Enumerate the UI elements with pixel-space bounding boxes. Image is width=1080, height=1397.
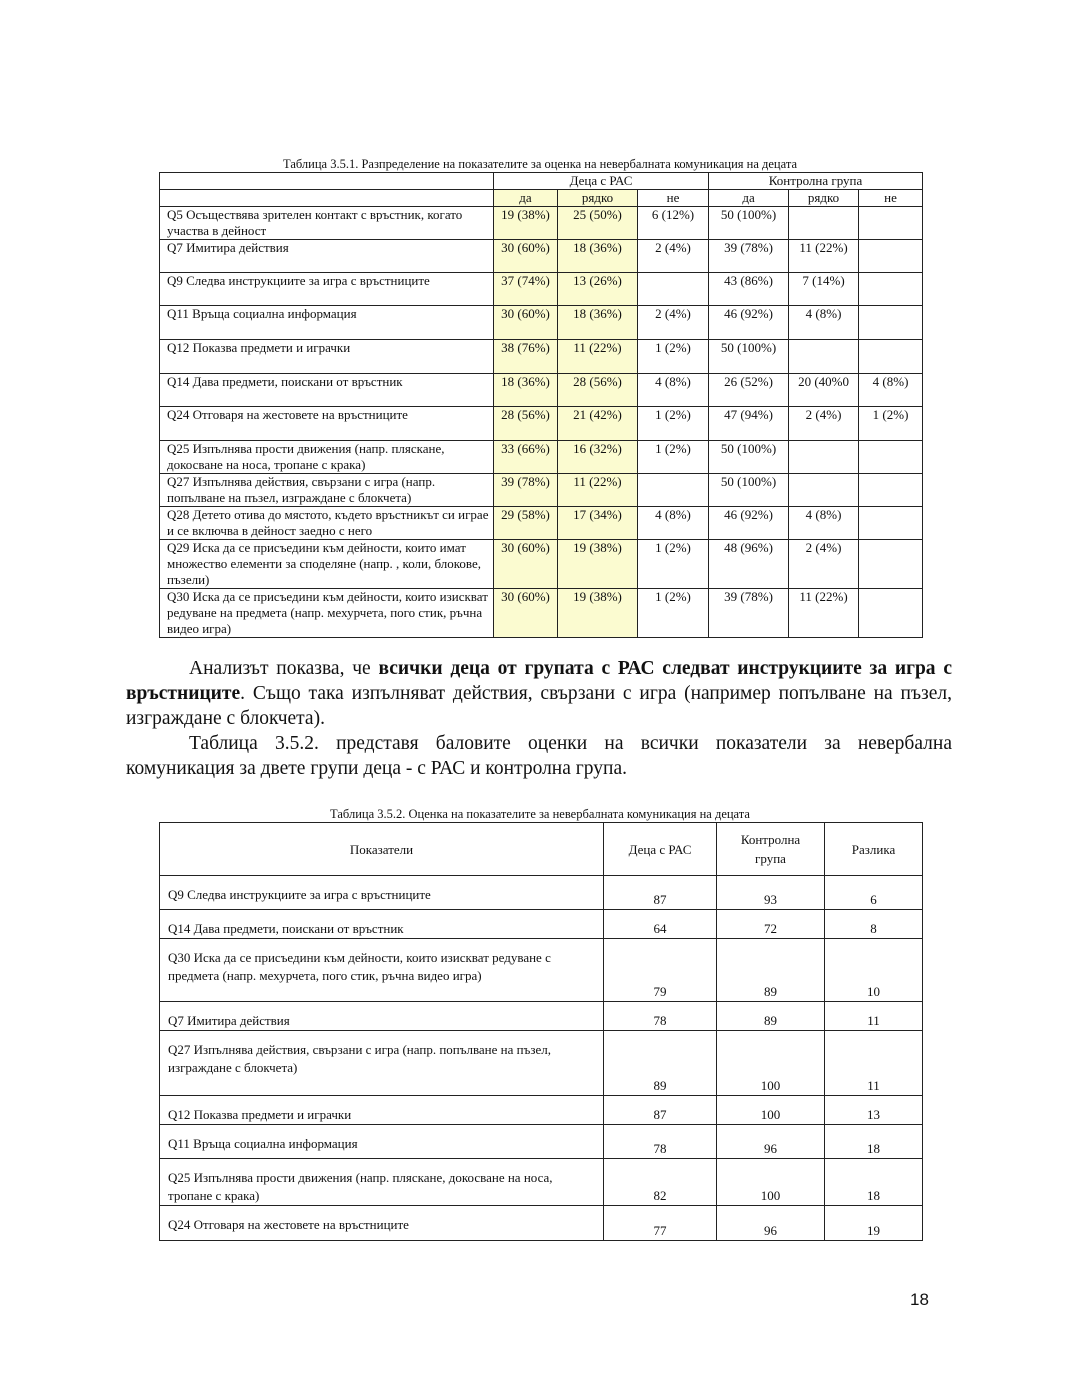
table-row bbox=[160, 1125, 923, 1159]
row-label: Q29 Иска да се присъедини към дейности, които имат множество елементи за споделяне (напр. , коли, блокове, пъзели) bbox=[160, 540, 494, 589]
cell-pac: 79 bbox=[604, 939, 717, 1002]
cell-ctrl-rarely bbox=[789, 441, 859, 474]
analysis-rest: . Също така изпълняват действия, свързани с игра (например попълване на пъзел, изграждане с блокчета). bbox=[126, 683, 952, 729]
cell-difference: 13 bbox=[825, 1096, 923, 1125]
cell-pac-rarely: 19 (38%) bbox=[558, 589, 638, 638]
cell-ctrl-no bbox=[859, 273, 923, 306]
row-label: Q12 Показва предмети и играчки bbox=[160, 1096, 604, 1125]
cell-difference: 18 bbox=[825, 1125, 923, 1159]
cell-pac: 87 bbox=[604, 876, 717, 910]
cell-control: 100 bbox=[717, 1096, 825, 1125]
cell-ctrl-no: 4 (8%) bbox=[859, 374, 923, 407]
cell-pac-rarely: 17 (34%) bbox=[558, 507, 638, 540]
table-row bbox=[160, 589, 923, 638]
subheader-pac-yes: да bbox=[494, 190, 558, 207]
row-label: Q30 Иска да се присъедини към дейности, които изискват редуване на предмета (напр. мехурчета, пого стик, ръчна видео игра) bbox=[160, 589, 494, 638]
cell-pac-yes: 28 (56%) bbox=[494, 407, 558, 441]
table-row bbox=[160, 1002, 923, 1031]
row-label: Q27 Изпълнява действия, свързани с игра (напр. попълване на пъзел, изграждане с блокчета) bbox=[160, 474, 494, 507]
subheader-ctrl-no: не bbox=[859, 190, 923, 207]
cell-control: 89 bbox=[717, 939, 825, 1002]
cell-pac-rarely: 28 (56%) bbox=[558, 374, 638, 407]
analysis-bold: всички деца от групата с РАС следват инструкциите за игра с връстниците bbox=[126, 658, 952, 704]
cell-ctrl-rarely: 4 (8%) bbox=[789, 507, 859, 540]
row-label: Q11 Връща социална информация bbox=[160, 306, 494, 340]
cell-pac-no bbox=[638, 474, 709, 507]
table-row bbox=[160, 441, 923, 474]
row-label: Q30 Иска да се присъедини към дейности, които изискват редуване с предмета (напр. мехурчета, пого стик, ръчна видео игра) bbox=[160, 939, 604, 1002]
cell-ctrl-yes: 46 (92%) bbox=[709, 306, 789, 340]
table-intro-paragraph: Таблица 3.5.2. представя баловите оценки на всички показатели за невербална комуникация за двете групи деца - с РАС и контролна група. bbox=[126, 733, 952, 779]
cell-pac: 64 bbox=[604, 910, 717, 939]
cell-control: 100 bbox=[717, 1159, 825, 1206]
row-label: Q28 Детето отива до мястото, където връстникът си играе и се включва в дейност заедно с него bbox=[160, 507, 494, 540]
cell-pac-no: 2 (4%) bbox=[638, 240, 709, 273]
group-pac-header: Деца с РАС bbox=[494, 173, 709, 190]
cell-pac-yes: 18 (36%) bbox=[494, 374, 558, 407]
cell-ctrl-no bbox=[859, 306, 923, 340]
table-row bbox=[160, 540, 923, 589]
row-label: Q11 Връща социална информация bbox=[160, 1125, 604, 1159]
cell-ctrl-rarely bbox=[789, 340, 859, 374]
cell-ctrl-yes: 43 (86%) bbox=[709, 273, 789, 306]
cell-ctrl-rarely: 2 (4%) bbox=[789, 407, 859, 441]
cell-ctrl-yes: 50 (100%) bbox=[709, 474, 789, 507]
header-difference: Разлика bbox=[825, 823, 923, 876]
cell-pac-yes: 30 (60%) bbox=[494, 306, 558, 340]
cell-ctrl-rarely: 11 (22%) bbox=[789, 589, 859, 638]
table-row bbox=[160, 240, 923, 273]
nonverbal-distribution-table bbox=[159, 172, 923, 638]
row-label: Q25 Изпълнява прости движения (напр. пляскане, докосване на носа, тропане с крака) bbox=[160, 1159, 604, 1206]
cell-ctrl-rarely: 20 (40%0 bbox=[789, 374, 859, 407]
row-label: Q27 Изпълнява действия, свързани с игра (напр. попълване на пъзел, изграждане с блокчета) bbox=[160, 1031, 604, 1096]
table-row bbox=[160, 340, 923, 374]
cell-pac-rarely: 18 (36%) bbox=[558, 306, 638, 340]
subheader-pac-rarely: рядко bbox=[558, 190, 638, 207]
cell-pac: 77 bbox=[604, 1206, 717, 1241]
row-label: Q24 Отговаря на жестовете на връстниците bbox=[160, 1206, 604, 1241]
cell-pac-rarely: 11 (22%) bbox=[558, 474, 638, 507]
subheader-blank bbox=[160, 190, 494, 207]
subheader-pac-no: не bbox=[638, 190, 709, 207]
cell-pac-no: 2 (4%) bbox=[638, 306, 709, 340]
cell-pac-yes: 19 (38%) bbox=[494, 207, 558, 240]
cell-pac-rarely: 18 (36%) bbox=[558, 240, 638, 273]
cell-pac-rarely: 11 (22%) bbox=[558, 340, 638, 374]
cell-pac-yes: 30 (60%) bbox=[494, 240, 558, 273]
cell-ctrl-no bbox=[859, 589, 923, 638]
table-row bbox=[160, 876, 923, 910]
cell-ctrl-no bbox=[859, 540, 923, 589]
cell-pac-rarely: 21 (42%) bbox=[558, 407, 638, 441]
table-row bbox=[160, 207, 923, 240]
cell-ctrl-no bbox=[859, 340, 923, 374]
cell-pac-no: 1 (2%) bbox=[638, 540, 709, 589]
cell-pac-yes: 39 (78%) bbox=[494, 474, 558, 507]
cell-pac-yes: 37 (74%) bbox=[494, 273, 558, 306]
cell-pac-yes: 38 (76%) bbox=[494, 340, 558, 374]
table-row bbox=[160, 507, 923, 540]
cell-ctrl-rarely: 4 (8%) bbox=[789, 306, 859, 340]
table-row bbox=[160, 306, 923, 340]
cell-pac-no: 4 (8%) bbox=[638, 374, 709, 407]
row-label: Q14 Дава предмети, поискани от връстник bbox=[160, 374, 494, 407]
cell-pac-yes: 30 (60%) bbox=[494, 589, 558, 638]
group-ctrl-header: Контролна група bbox=[709, 173, 923, 190]
table2-caption: Таблица 3.5.2. Оценка на показателите за невербалната комуникация на децата bbox=[330, 807, 750, 821]
cell-pac-rarely: 25 (50%) bbox=[558, 207, 638, 240]
cell-pac: 78 bbox=[604, 1125, 717, 1159]
row-label: Q9 Следва инструкциите за игра с връстниците bbox=[160, 273, 494, 306]
cell-pac-no: 6 (12%) bbox=[638, 207, 709, 240]
cell-ctrl-rarely: 2 (4%) bbox=[789, 540, 859, 589]
table-row bbox=[160, 407, 923, 441]
cell-difference: 11 bbox=[825, 1002, 923, 1031]
subheader-ctrl-yes: да bbox=[709, 190, 789, 207]
table-row bbox=[160, 1096, 923, 1125]
table-row bbox=[160, 273, 923, 306]
cell-difference: 8 bbox=[825, 910, 923, 939]
cell-pac-yes: 33 (66%) bbox=[494, 441, 558, 474]
cell-pac: 89 bbox=[604, 1031, 717, 1096]
cell-ctrl-yes: 50 (100%) bbox=[709, 207, 789, 240]
cell-ctrl-yes: 47 (94%) bbox=[709, 407, 789, 441]
cell-ctrl-yes: 26 (52%) bbox=[709, 374, 789, 407]
cell-control: 72 bbox=[717, 910, 825, 939]
cell-difference: 10 bbox=[825, 939, 923, 1002]
row-label: Q12 Показва предмети и играчки bbox=[160, 340, 494, 374]
cell-pac-no: 1 (2%) bbox=[638, 589, 709, 638]
header-control: Контролна група bbox=[717, 823, 825, 876]
analysis-intro: Анализът показва, че bbox=[189, 658, 379, 679]
table-row bbox=[160, 910, 923, 939]
cell-difference: 18 bbox=[825, 1159, 923, 1206]
row-label: Q5 Осъществява зрителен контакт с връстник, когато участва в дейност bbox=[160, 207, 494, 240]
table1-caption: Таблица 3.5.1. Разпределение на показателите за оценка на невербалната комуникация на децата bbox=[283, 157, 797, 171]
cell-control: 96 bbox=[717, 1206, 825, 1241]
cell-ctrl-rarely bbox=[789, 207, 859, 240]
cell-difference: 6 bbox=[825, 876, 923, 910]
header-pac: Деца с РАС bbox=[604, 823, 717, 876]
cell-pac-no: 1 (2%) bbox=[638, 441, 709, 474]
cell-ctrl-yes: 39 (78%) bbox=[709, 589, 789, 638]
cell-ctrl-no: 1 (2%) bbox=[859, 407, 923, 441]
row-label: Q24 Отговаря на жестовете на връстниците bbox=[160, 407, 494, 441]
cell-pac-no: 4 (8%) bbox=[638, 507, 709, 540]
cell-ctrl-yes: 50 (100%) bbox=[709, 340, 789, 374]
cell-ctrl-yes: 39 (78%) bbox=[709, 240, 789, 273]
cell-pac-rarely: 13 (26%) bbox=[558, 273, 638, 306]
cell-pac-no: 1 (2%) bbox=[638, 407, 709, 441]
cell-ctrl-rarely bbox=[789, 474, 859, 507]
cell-pac-rarely: 16 (32%) bbox=[558, 441, 638, 474]
cell-pac-rarely: 19 (38%) bbox=[558, 540, 638, 589]
table-row bbox=[160, 1159, 923, 1206]
cell-difference: 19 bbox=[825, 1206, 923, 1241]
table-row bbox=[160, 374, 923, 407]
row-label: Q7 Имитира действия bbox=[160, 240, 494, 273]
cell-pac-yes: 30 (60%) bbox=[494, 540, 558, 589]
cell-ctrl-yes: 46 (92%) bbox=[709, 507, 789, 540]
cell-ctrl-rarely: 7 (14%) bbox=[789, 273, 859, 306]
cell-ctrl-yes: 50 (100%) bbox=[709, 441, 789, 474]
subheader-ctrl-rarely: рядко bbox=[789, 190, 859, 207]
cell-pac-no bbox=[638, 273, 709, 306]
cell-ctrl-no bbox=[859, 240, 923, 273]
header-indicators: Показатели bbox=[160, 823, 604, 876]
analysis-paragraph bbox=[126, 656, 952, 731]
cell-pac-yes: 29 (58%) bbox=[494, 507, 558, 540]
cell-control: 93 bbox=[717, 876, 825, 910]
cell-pac: 78 bbox=[604, 1002, 717, 1031]
cell-pac: 87 bbox=[604, 1096, 717, 1125]
table-row bbox=[160, 939, 923, 1002]
row-label: Q14 Дава предмети, поискани от връстник bbox=[160, 910, 604, 939]
cell-ctrl-no bbox=[859, 507, 923, 540]
nonverbal-scores-table bbox=[159, 822, 923, 1241]
cell-control: 89 bbox=[717, 1002, 825, 1031]
cell-control: 96 bbox=[717, 1125, 825, 1159]
cell-ctrl-no bbox=[859, 474, 923, 507]
table-row bbox=[160, 1206, 923, 1241]
cell-pac: 82 bbox=[604, 1159, 717, 1206]
cell-ctrl-rarely: 11 (22%) bbox=[789, 240, 859, 273]
row-label: Q7 Имитира действия bbox=[160, 1002, 604, 1031]
table-row bbox=[160, 1031, 923, 1096]
cell-ctrl-no bbox=[859, 441, 923, 474]
table-row bbox=[160, 474, 923, 507]
row-label: Q9 Следва инструкциите за игра с връстниците bbox=[160, 876, 604, 910]
row-label: Q25 Изпълнява прости движения (напр. пляскане, докосване на носа, тропане с крака) bbox=[160, 441, 494, 474]
header-blank bbox=[160, 173, 494, 190]
cell-ctrl-yes: 48 (96%) bbox=[709, 540, 789, 589]
cell-difference: 11 bbox=[825, 1031, 923, 1096]
cell-control: 100 bbox=[717, 1031, 825, 1096]
cell-pac-no: 1 (2%) bbox=[638, 340, 709, 374]
cell-ctrl-no bbox=[859, 207, 923, 240]
page-number: 18 bbox=[910, 1290, 929, 1309]
